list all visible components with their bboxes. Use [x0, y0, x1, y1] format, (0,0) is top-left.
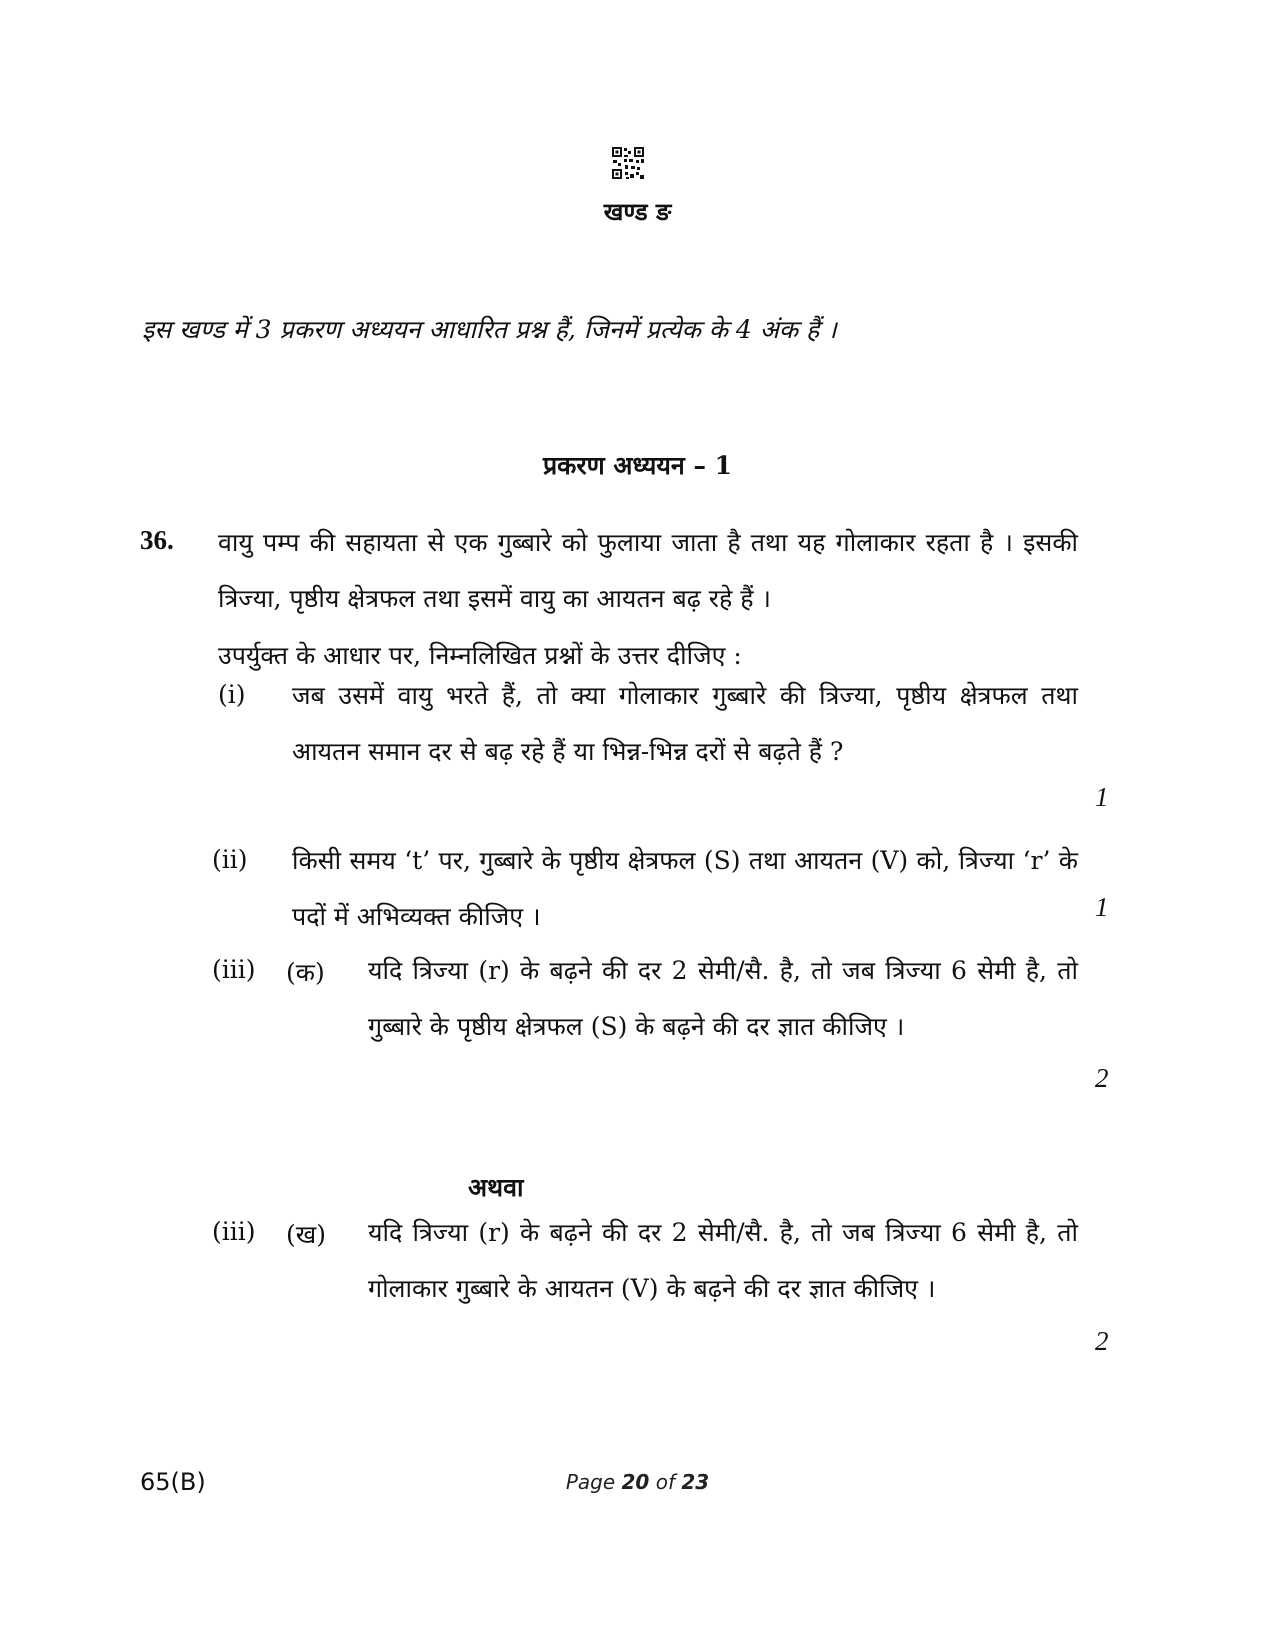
qr-code-icon: [611, 146, 645, 180]
section-title: खण्ड ङ: [603, 197, 672, 226]
part-marks: 2: [1095, 1326, 1109, 1356]
page-number: [0, 1470, 1275, 1494]
part-marks: 1: [1095, 782, 1109, 812]
part-sublabel: (ख): [286, 1220, 326, 1249]
part-label: (ii): [212, 845, 248, 874]
paper-code: 65(B): [140, 1468, 206, 1496]
question-stem: वायु पम्प की सहायता से एक गुब्बारे को फुलाया जाता है तथा यह गोलाकार रहता है । इसकी त्रिज्या, पृष्ठीय क्षेत्रफल तथा इसमें वायु का आयतन बढ़ रहे हैं ।: [218, 528, 1078, 613]
page-current: 20: [621, 1470, 650, 1494]
part-label: (i): [218, 680, 246, 709]
case-study-title: प्रकरण अध्ययन – 1: [542, 451, 733, 480]
part-text: यदि त्रिज्या (r) के बढ़ने की दर 2 सेमी/सै. है, तो जब त्रिज्या 6 सेमी है, तो गोलाकार गुब्बारे के आयतन (V) के बढ़ने की दर ज्ञात कीजिए ।: [368, 1218, 1078, 1303]
part-label: (iii): [212, 1217, 256, 1246]
page-of: of: [655, 1470, 675, 1494]
question-lead: उपर्युक्त के आधार पर, निम्नलिखित प्रश्नों के उत्तर दीजिए :: [218, 641, 742, 670]
part-text: किसी समय ‘t’ पर, गुब्बारे के पृष्ठीय क्षेत्रफल (S) तथा आयतन (V) को, त्रिज्या ‘r’ के पदों में अभिव्यक्त कीजिए ।: [292, 846, 1078, 931]
part-marks: 2: [1095, 1063, 1109, 1093]
page-prefix: Page: [565, 1470, 616, 1494]
part-text: यदि त्रिज्या (r) के बढ़ने की दर 2 सेमी/सै. है, तो जब त्रिज्या 6 सेमी है, तो गुब्बारे के पृष्ठीय क्षेत्रफल (S) के बढ़ने की दर ज्ञात कीजिए ।: [368, 956, 1078, 1041]
part-sublabel: (क): [286, 958, 325, 987]
or-label: अथवा: [468, 1173, 524, 1202]
part-label: (iii): [212, 955, 256, 984]
section-instructions: इस खण्ड में 3 प्रकरण अध्ययन आधारित प्रश्न हैं, जिनमें प्रत्येक के 4 अंक हैं ।: [142, 315, 837, 344]
part-marks: 1: [1095, 892, 1109, 922]
question-number: 36.: [140, 525, 174, 555]
part-text: जब उसमें वायु भरते हैं, तो क्या गोलाकार गुब्बारे की त्रिज्या, पृष्ठीय क्षेत्रफल तथा आयतन समान दर से बढ़ रहे हैं या भिन्न-भिन्न दरों से बढ़ते हैं ?: [292, 681, 1078, 766]
page-total: 23: [681, 1470, 710, 1494]
